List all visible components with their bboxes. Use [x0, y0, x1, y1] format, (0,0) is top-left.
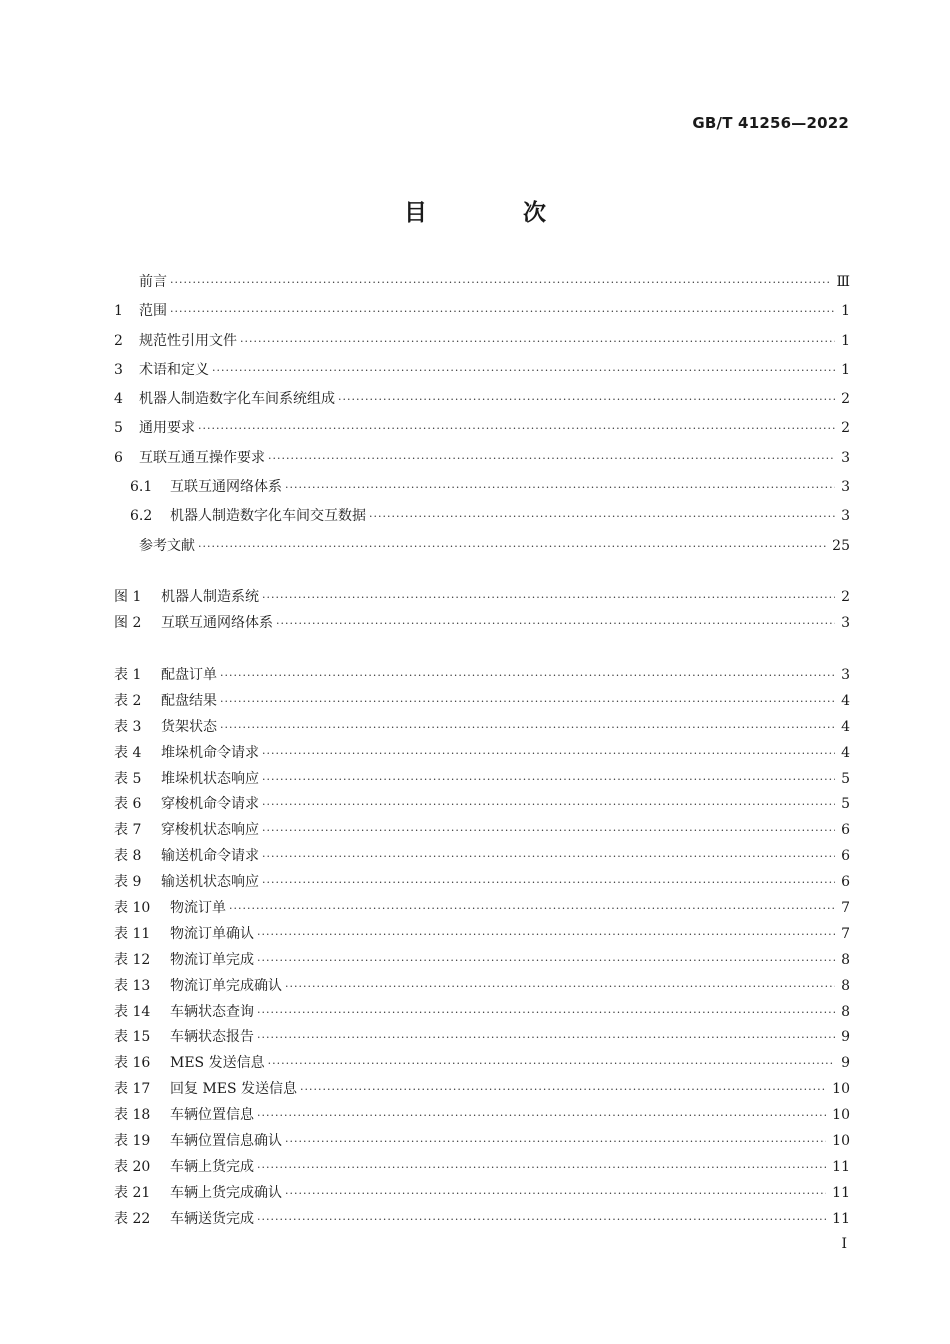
toc-entry-number: 5 [114, 420, 123, 437]
toc-entry[interactable] [114, 948, 850, 974]
toc-entry-number: 图 2 [114, 614, 142, 631]
toc-entry-number: 1 [114, 303, 123, 320]
toc-entry-label: 回复 MES 发送信息 [170, 1081, 298, 1098]
toc-entry-page: 7 [841, 925, 850, 942]
dot-leader [262, 818, 835, 844]
toc-entry-number: 6.2 [130, 508, 153, 525]
toc-entry-number: 3 [114, 361, 123, 378]
toc-entry-number: 表 3 [114, 718, 142, 735]
toc-entry-label: 物流订单 [170, 900, 226, 917]
toc-entry-label: 车辆状态查询 [170, 1003, 254, 1020]
toc-entry-label: 车辆状态报告 [170, 1029, 254, 1046]
toc-entry[interactable] [114, 1077, 850, 1103]
dot-leader [229, 896, 835, 922]
dot-leader [220, 715, 835, 741]
toc-entry[interactable] [114, 414, 850, 443]
toc-entry-page: 2 [841, 391, 850, 408]
toc-entry-page: 10 [832, 1107, 850, 1124]
dot-leader [257, 1103, 826, 1129]
toc-entry[interactable] [114, 1000, 850, 1026]
toc-entry[interactable] [114, 502, 850, 531]
toc-entry-label: 车辆位置信息确认 [170, 1133, 282, 1150]
toc-entry-number: 表 5 [114, 770, 142, 787]
toc-entry-number: 表 9 [114, 874, 142, 891]
toc-entry-page: 1 [841, 361, 850, 378]
toc-entry-page: 2 [841, 420, 850, 437]
dot-leader [262, 741, 835, 767]
toc-entry-label: 穿梭机状态响应 [161, 822, 259, 839]
toc-entry-label: 参考文献 [139, 537, 195, 554]
toc-entry-page: 1 [841, 332, 850, 349]
dot-leader [285, 1181, 826, 1207]
toc-entry-number: 表 2 [114, 692, 142, 709]
toc-entry[interactable] [114, 1129, 850, 1155]
toc-entry-number: 图 1 [114, 589, 142, 605]
dot-leader [257, 1025, 835, 1051]
toc-entry[interactable] [114, 689, 850, 715]
toc-entry-label: 物流订单确认 [170, 925, 254, 942]
toc-entry-number: 表 19 [114, 1133, 151, 1150]
toc-entry-page: 3 [841, 449, 850, 466]
toc-entry-label: MES 发送信息 [170, 1055, 265, 1072]
dot-leader [257, 1000, 835, 1026]
toc-entry-label: 范围 [139, 303, 167, 320]
dot-leader [285, 974, 835, 1000]
toc-entry-number: 表 11 [114, 925, 151, 942]
toc-entry-page: 4 [841, 718, 850, 735]
toc-entry-label: 堆垛机状态响应 [161, 770, 259, 787]
toc-entry-label: 机器人制造系统 [161, 589, 259, 605]
toc-entry-page: 9 [841, 1055, 850, 1072]
toc-entry[interactable] [114, 1155, 850, 1181]
toc-entry-label: 输送机命令请求 [161, 848, 259, 865]
toc-entry-number: 表 13 [114, 977, 151, 994]
dot-leader [276, 611, 835, 637]
dot-leader [262, 585, 835, 611]
toc-figures [114, 585, 850, 637]
dot-leader [262, 870, 835, 896]
toc-entry-page: 3 [841, 508, 850, 525]
toc-entry-page: 8 [841, 977, 850, 994]
toc-entry-number: 表 10 [114, 900, 151, 917]
standard-number: GB/T 41256—2022 [692, 114, 849, 132]
toc-entry-page: 9 [841, 1029, 850, 1046]
toc-entry-page: 10 [832, 1133, 850, 1150]
toc-entry-label: 堆垛机命令请求 [161, 744, 259, 761]
toc-entry-label: 货架状态 [161, 718, 217, 735]
toc-entry[interactable] [114, 268, 850, 297]
toc-entry-label: 机器人制造数字化车间系统组成 [139, 391, 335, 408]
toc-entry[interactable] [114, 818, 850, 844]
dot-leader [338, 385, 835, 414]
toc-entry[interactable] [114, 1103, 850, 1129]
dot-leader [268, 1051, 835, 1077]
toc-entry-label: 互联互通网络体系 [170, 479, 282, 496]
toc-tables [114, 663, 850, 1233]
toc-entry-label: 输送机状态响应 [161, 874, 259, 891]
toc-entry[interactable] [114, 532, 850, 561]
dot-leader [262, 767, 835, 793]
toc-entry-label: 穿梭机命令请求 [161, 796, 259, 813]
toc-entry-label: 车辆上货完成确认 [170, 1184, 282, 1201]
toc-entry-page: 3 [841, 667, 850, 683]
toc-entry-label: 前言 [139, 274, 167, 290]
toc-entry[interactable] [114, 663, 850, 689]
toc-entry-label: 物流订单完成确认 [170, 977, 282, 994]
dot-leader [170, 268, 830, 297]
toc-entry[interactable] [114, 356, 850, 385]
toc-entry-label: 规范性引用文件 [139, 332, 237, 349]
dot-leader [300, 1077, 826, 1103]
page-title: 目 次 [403, 200, 590, 226]
dot-leader [257, 948, 835, 974]
toc-entry-page: 11 [832, 1184, 850, 1201]
toc-entry-page: 4 [841, 692, 850, 709]
toc-entry-label: 机器人制造数字化车间交互数据 [170, 508, 366, 525]
toc-entry[interactable] [114, 896, 850, 922]
toc-entry[interactable] [114, 922, 850, 948]
toc-entry-number: 6.1 [130, 479, 153, 496]
dot-leader [212, 356, 835, 385]
toc-entry-label: 互联互通互操作要求 [139, 449, 265, 466]
toc-entry-label: 通用要求 [139, 420, 195, 437]
toc-entry-page: 6 [841, 874, 850, 891]
toc-entry-number: 2 [114, 332, 123, 349]
toc-entry[interactable] [114, 844, 850, 870]
toc-entry-page: 11 [832, 1210, 850, 1227]
dot-leader [262, 792, 835, 818]
toc-entry[interactable] [114, 792, 850, 818]
dot-leader [285, 473, 835, 502]
toc-entry-page: 3 [841, 479, 850, 496]
toc-entry-page: Ⅲ [836, 274, 850, 290]
page-number: I [841, 1236, 847, 1252]
toc-entry-number: 表 20 [114, 1158, 151, 1175]
toc-entry-label: 车辆上货完成 [170, 1158, 254, 1175]
toc-entry-page: 2 [841, 589, 850, 605]
toc-entry-number: 表 14 [114, 1003, 151, 1020]
dot-leader [240, 327, 835, 356]
dot-leader [198, 532, 826, 561]
toc-entry[interactable] [114, 327, 850, 356]
toc-entry[interactable] [114, 974, 850, 1000]
dot-leader [369, 502, 835, 531]
toc-entry-label: 配盘结果 [161, 692, 217, 709]
toc-entry-page: 1 [841, 303, 850, 320]
toc-entry-number: 表 1 [114, 667, 142, 683]
toc-entry-page: 5 [841, 796, 850, 813]
toc-entry-number: 表 22 [114, 1210, 151, 1227]
dot-leader [257, 1207, 826, 1233]
toc-entry-number: 表 21 [114, 1184, 151, 1201]
toc-entry-label: 配盘订单 [161, 667, 217, 683]
toc-entry-page: 6 [841, 822, 850, 839]
toc-entry-page: 6 [841, 848, 850, 865]
toc-entry-number: 表 12 [114, 951, 151, 968]
toc-entry-label: 互联互通网络体系 [161, 614, 273, 631]
toc-entry-page: 5 [841, 770, 850, 787]
dot-leader [170, 297, 835, 326]
toc-entry-page: 4 [841, 744, 850, 761]
toc-entry-page: 7 [841, 900, 850, 917]
toc-entry-number: 4 [114, 391, 123, 408]
toc-entry-page: 25 [832, 537, 850, 554]
toc-entry-page: 10 [832, 1081, 850, 1098]
dot-leader [257, 922, 835, 948]
toc-entry-number: 表 17 [114, 1081, 151, 1098]
toc-entry-page: 8 [841, 1003, 850, 1020]
toc-entry[interactable] [114, 741, 850, 767]
toc-entry[interactable] [114, 297, 850, 326]
toc-entry[interactable] [114, 385, 850, 414]
toc-entry[interactable] [114, 444, 850, 473]
toc-entry[interactable] [114, 473, 850, 502]
toc-entry[interactable] [114, 1181, 850, 1207]
toc-entry-number: 表 18 [114, 1107, 151, 1124]
toc-entry[interactable] [114, 767, 850, 793]
toc-entry[interactable] [114, 1025, 850, 1051]
toc-entry[interactable] [114, 611, 850, 637]
toc-entry-number: 表 15 [114, 1029, 151, 1046]
toc-entry-label: 术语和定义 [139, 361, 209, 378]
toc-entry-page: 11 [832, 1158, 850, 1175]
dot-leader [220, 689, 835, 715]
toc-entry-label: 车辆位置信息 [170, 1107, 254, 1124]
dot-leader [220, 663, 835, 689]
toc-entry-number: 6 [114, 449, 123, 466]
dot-leader [198, 414, 835, 443]
dot-leader [285, 1129, 826, 1155]
dot-leader [262, 844, 835, 870]
dot-leader [268, 444, 835, 473]
toc-entry[interactable] [114, 585, 850, 611]
toc-entry-number: 表 7 [114, 822, 142, 839]
toc-entry[interactable] [114, 1207, 850, 1233]
toc-entry-number: 表 4 [114, 744, 142, 761]
toc-sections [114, 268, 850, 561]
toc-entry-number: 表 16 [114, 1055, 151, 1072]
toc-entry-number: 表 8 [114, 848, 142, 865]
toc-entry-number: 表 6 [114, 796, 142, 813]
toc-entry-page: 8 [841, 951, 850, 968]
toc-entry[interactable] [114, 870, 850, 896]
toc-entry[interactable] [114, 715, 850, 741]
toc-entry[interactable] [114, 1051, 850, 1077]
toc-entry-label: 物流订单完成 [170, 951, 254, 968]
dot-leader [257, 1155, 826, 1181]
toc-entry-page: 3 [841, 614, 850, 631]
toc-entry-label: 车辆送货完成 [170, 1210, 254, 1227]
